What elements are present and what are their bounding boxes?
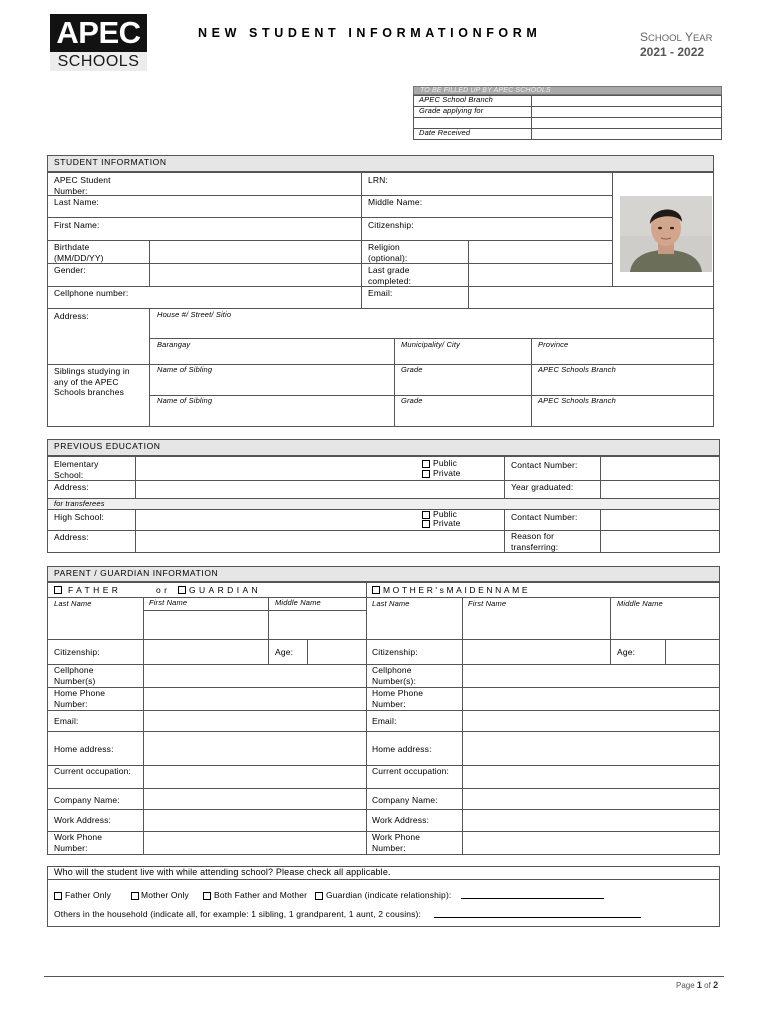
apec-logo-top: APEC	[50, 14, 147, 52]
living-question: Who will the student live with while attending school? Please check all applicable.	[54, 867, 391, 877]
guardian-relationship-line[interactable]	[461, 898, 604, 899]
elementary-address-label: Address:	[54, 482, 89, 492]
father-email-label: Email:	[54, 716, 79, 726]
or-label: or	[156, 585, 171, 595]
elementary-public-label: Public	[433, 458, 458, 468]
father-only-label: Father Only	[65, 890, 112, 900]
mother-citizenship-label: Citizenship:	[372, 647, 418, 657]
father-only-checkbox[interactable]	[54, 892, 62, 900]
mother-label: MOTHER'sMAIDENNAME	[383, 585, 531, 595]
sibling-grade-label-2: Grade	[401, 396, 423, 405]
mother-work-address-label: Work Address:	[372, 815, 430, 825]
both-parents-checkbox[interactable]	[203, 892, 211, 900]
school-year-label: SCHOOL YEAR	[640, 30, 713, 44]
last-grade-label: Last grade completed:	[368, 265, 412, 286]
birthdate-label: Birthdate (MM/DD/YY)	[54, 242, 104, 263]
mother-last-name-label: Last Name	[372, 599, 410, 608]
office-branch-label: APEC School Branch	[419, 95, 493, 104]
household-line[interactable]	[434, 917, 641, 918]
form-title: NEW STUDENT INFORMATIONFORM	[198, 26, 542, 40]
middle-name-label: Middle Name:	[368, 197, 423, 207]
mother-work-phone-label: Work Phone Number:	[372, 832, 421, 853]
gender-label: Gender:	[54, 265, 86, 275]
mother-cellphone-label: Cellphone Number(s):	[372, 665, 417, 686]
high-school-address-label: Address:	[54, 532, 89, 542]
parent-info-title: PARENT / GUARDIAN INFORMATION	[54, 568, 219, 578]
father-age-label: Age:	[275, 647, 294, 657]
office-box-header-text: TO BE FILLED UP BY APEC SCHOOLS	[420, 87, 551, 94]
father-work-phone-label: Work Phone Number:	[54, 832, 103, 853]
mother-age-label: Age:	[617, 647, 636, 657]
lrn-field[interactable]	[395, 173, 611, 194]
high-school-field[interactable]	[136, 510, 418, 529]
elementary-private-checkbox[interactable]	[422, 470, 430, 478]
religion-label: Religion (optional):	[368, 242, 408, 263]
sibling-grade-label-1: Grade	[401, 365, 423, 374]
father-checkbox[interactable]	[54, 586, 62, 594]
apec-student-number-label: APEC Student Number:	[54, 175, 111, 196]
high-school-public-label: Public	[433, 509, 458, 519]
mother-only-checkbox[interactable]	[131, 892, 139, 900]
mother-email-label: Email:	[372, 716, 397, 726]
office-branch-field[interactable]	[532, 96, 721, 106]
guardian-living-label: Guardian (indicate relationship):	[326, 890, 452, 900]
elementary-public-checkbox[interactable]	[422, 460, 430, 468]
guardian-living-checkbox[interactable]	[315, 892, 323, 900]
school-year-value: 2021 - 2022	[640, 45, 705, 59]
mother-first-name-label: First Name	[468, 599, 507, 608]
first-name-label: First Name:	[54, 220, 100, 230]
high-school-private-label: Private	[433, 518, 461, 528]
email-field[interactable]	[469, 287, 713, 307]
father-middle-name-label: Middle Name	[275, 598, 321, 607]
office-grade-label: Grade applying for	[419, 106, 484, 115]
elementary-private-label: Private	[433, 468, 461, 478]
province-label: Province	[538, 340, 569, 349]
footer-rule	[44, 976, 724, 977]
reason-transfer-label: Reason for transferring:	[511, 531, 559, 552]
mother-home-phone-label: Home Phone Number:	[372, 688, 424, 709]
for-transferees-label: for transferees	[54, 499, 105, 508]
email-label: Email:	[368, 288, 393, 298]
guardian-label: GUARDIAN	[189, 585, 262, 595]
student-photo	[620, 196, 712, 272]
high-school-contact-label: Contact Number:	[511, 512, 578, 522]
father-home-phone-label: Home Phone Number:	[54, 688, 106, 709]
mother-only-label: Mother Only	[141, 890, 189, 900]
mother-middle-name-label: Middle Name	[617, 599, 663, 608]
last-name-label: Last Name:	[54, 197, 99, 207]
elementary-field[interactable]	[136, 457, 418, 479]
guardian-checkbox[interactable]	[178, 586, 186, 594]
father-cellphone-label: Cellphone Number(s)	[54, 665, 96, 686]
page-indicator: Page 1 of 2	[676, 980, 719, 990]
lrn-label: LRN:	[368, 175, 388, 185]
address-label: Address:	[54, 311, 89, 321]
student-photo-image	[620, 196, 712, 272]
elementary-contact-label: Contact Number:	[511, 460, 578, 470]
both-parents-label: Both Father and Mother	[214, 890, 308, 900]
mother-home-address-label: Home address:	[372, 744, 432, 754]
municipality-label: Municipality/ City	[401, 340, 460, 349]
household-label: Others in the household (indicate all, for example: 1 sibling, 1 grandparent, 1 aunt, 2 cousins):	[54, 909, 422, 919]
year-graduated-label: Year graduated:	[511, 482, 574, 492]
father-company-label: Company Name:	[54, 795, 120, 805]
sibling-name-label-1: Name of Sibling	[157, 365, 213, 374]
birthdate-field[interactable]	[150, 241, 360, 262]
siblings-label: Siblings studying in any of the APEC Schools branches	[54, 366, 130, 397]
office-box-header	[413, 86, 722, 95]
barangay-label: Barangay	[157, 340, 191, 349]
student-info-title: STUDENT INFORMATION	[54, 157, 167, 167]
apec-logo-bottom: SCHOOLS	[50, 52, 147, 71]
cellphone-label: Cellphone number:	[54, 288, 129, 298]
office-date-field[interactable]	[532, 129, 721, 139]
mother-occupation-label: Current occupation:	[372, 766, 450, 776]
high-school-public-checkbox[interactable]	[422, 511, 430, 519]
sibling-branch-label-1: APEC Schools Branch	[538, 365, 616, 374]
father-first-name-label: First Name	[149, 598, 188, 607]
father-citizenship-label: Citizenship:	[54, 647, 100, 657]
father-home-address-label: Home address:	[54, 744, 114, 754]
mother-company-label: Company Name:	[372, 795, 438, 805]
sibling-branch-label-2: APEC Schools Branch	[538, 396, 616, 405]
sibling-name-label-2: Name of Sibling	[157, 396, 213, 405]
father-label: FATHER	[68, 585, 122, 595]
citizenship-label: Citizenship:	[368, 220, 414, 230]
father-occupation-label: Current occupation:	[54, 766, 132, 776]
high-school-label: High School:	[54, 512, 104, 522]
gender-field[interactable]	[150, 264, 360, 285]
office-date-label: Date Received	[419, 128, 471, 137]
office-grade-field[interactable]	[532, 107, 721, 117]
mother-checkbox[interactable]	[372, 586, 380, 594]
father-work-address-label: Work Address:	[54, 815, 112, 825]
previous-education-title: PREVIOUS EDUCATION	[54, 441, 161, 451]
elementary-label: Elementary School:	[54, 459, 99, 480]
high-school-private-checkbox[interactable]	[422, 520, 430, 528]
house-street-label: House #/ Street/ Sitio	[157, 310, 232, 319]
father-last-name-label: Last Name	[54, 599, 92, 608]
